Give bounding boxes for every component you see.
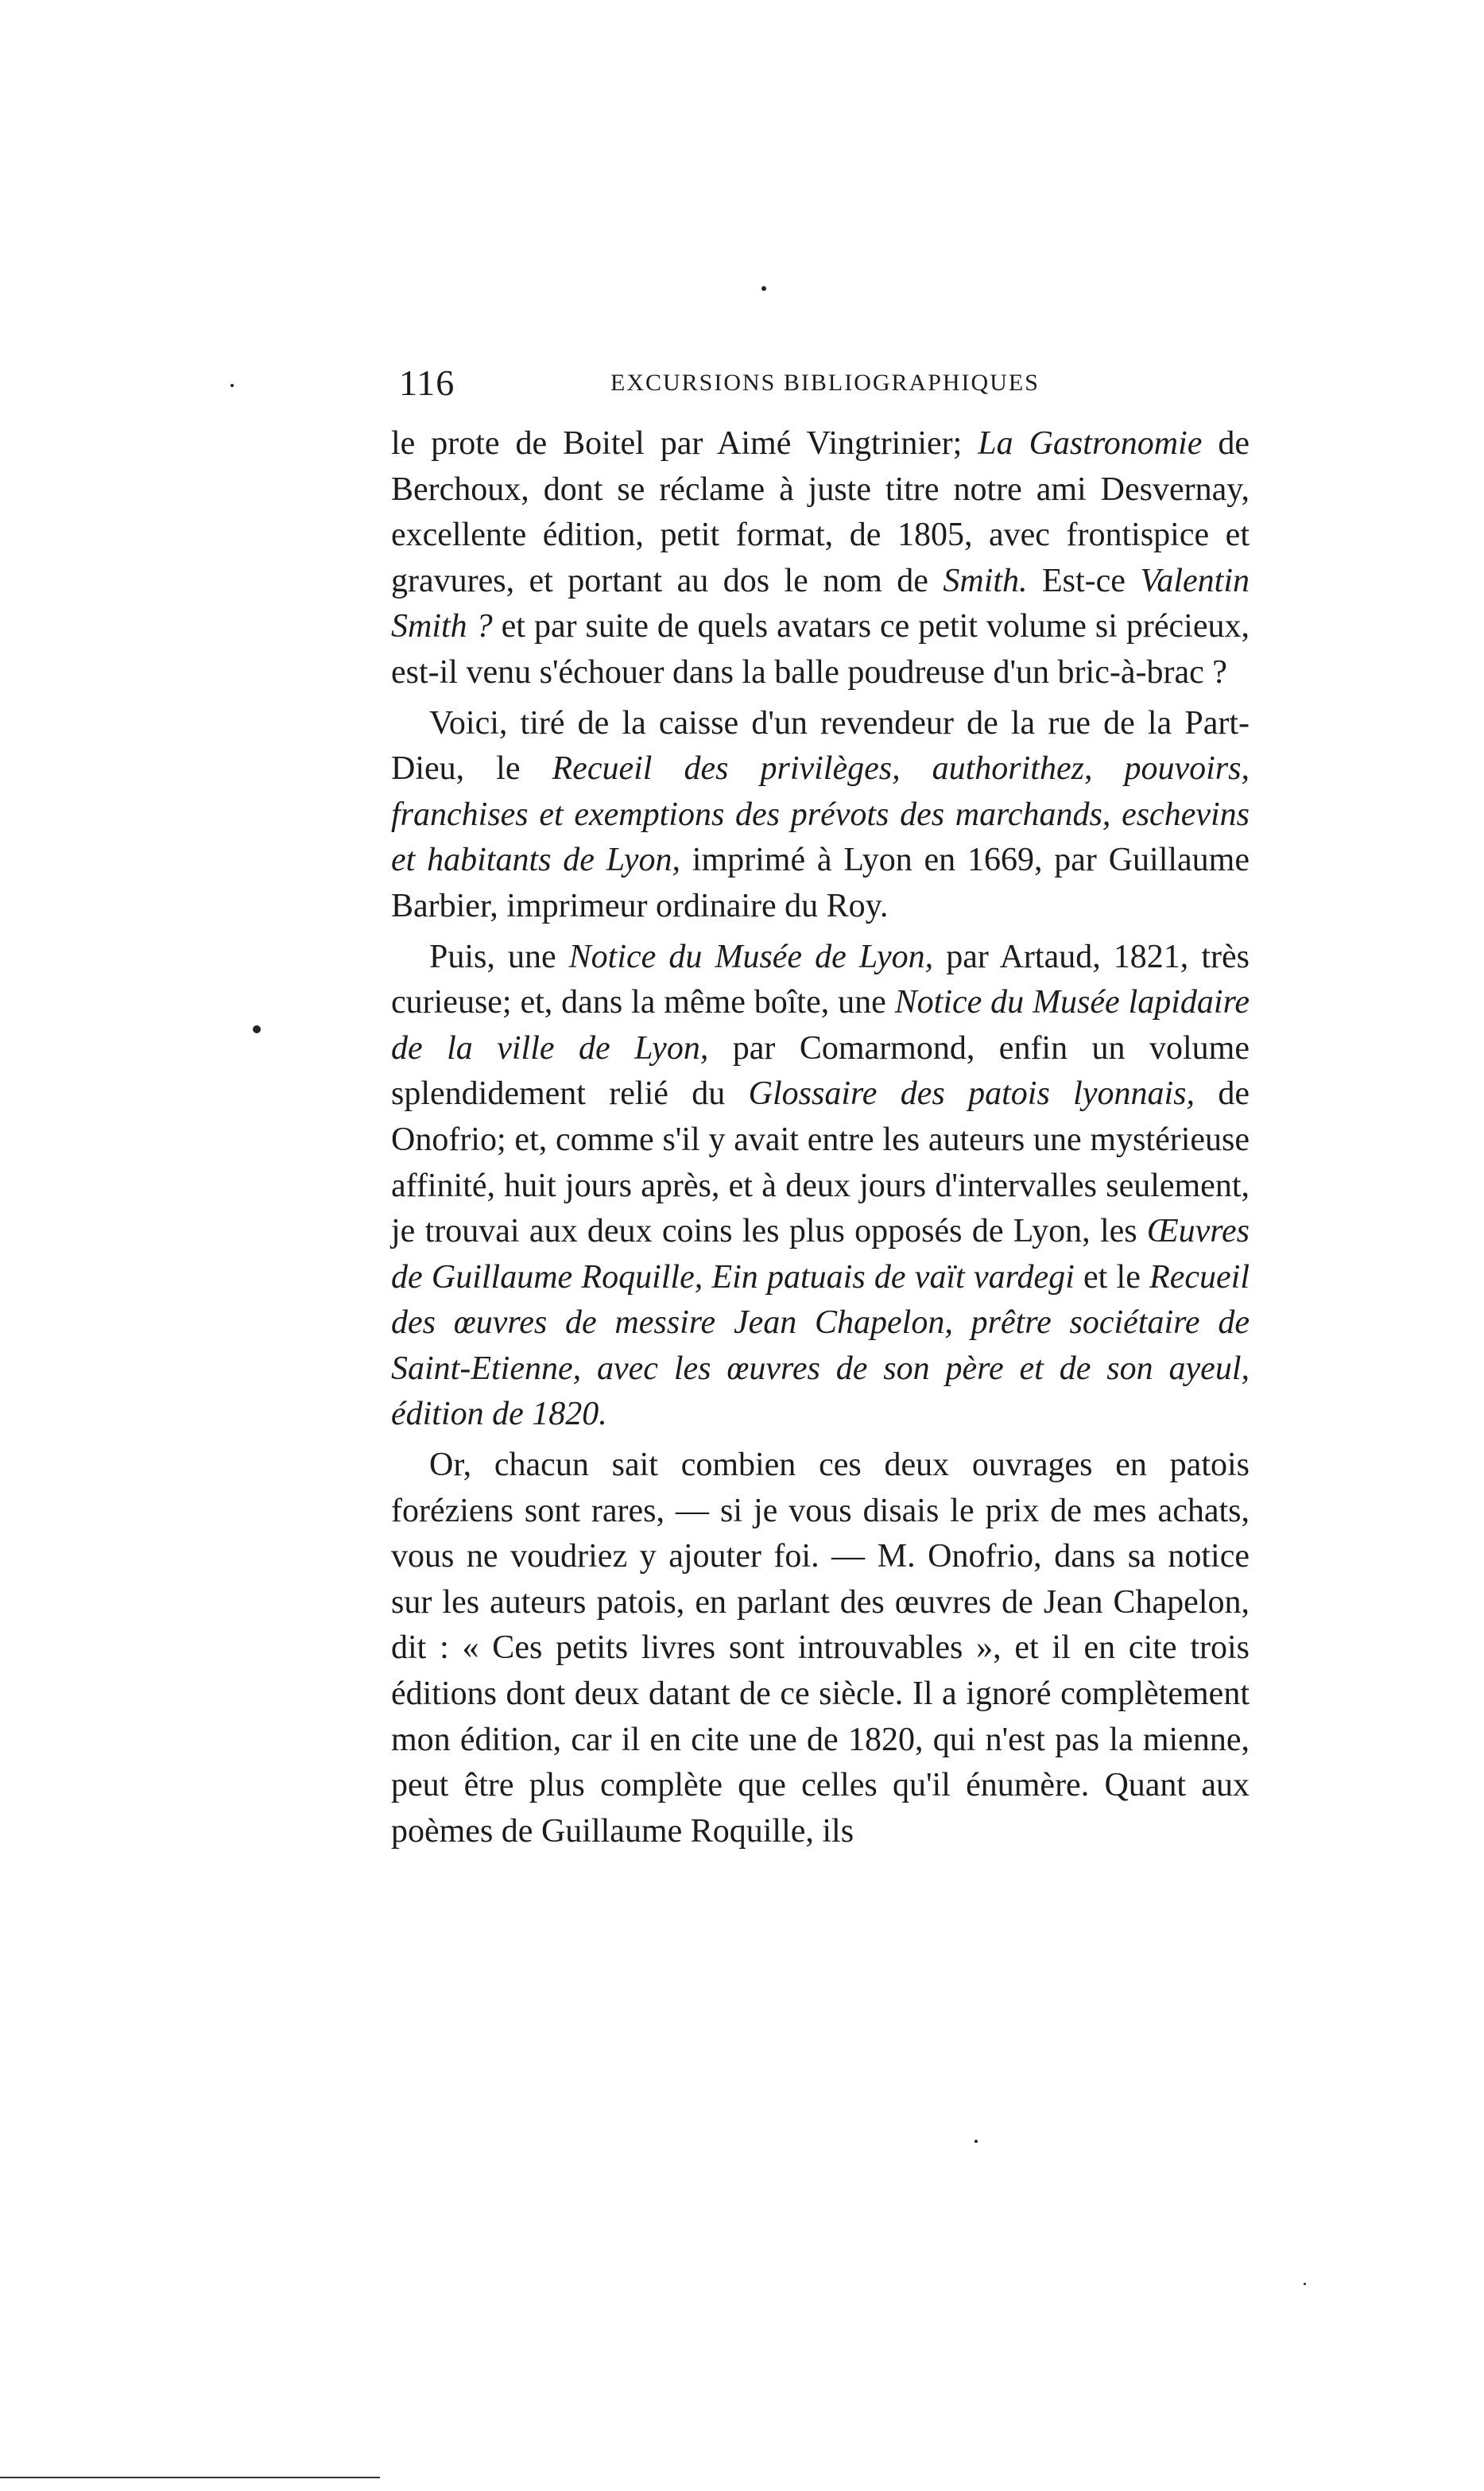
scan-speck	[231, 384, 234, 387]
italic-title: Œuvres de Guillaume Roquille, Ein patuais de vaït vardegi	[391, 1213, 1250, 1296]
scan-speck	[1304, 2283, 1306, 2285]
text-run: Or, chacun sait combien ces deux ouvrages en patois foréziens sont rares, — si je vous disais le prix de mes achats, vous ne voudriez y ajouter foi. — M. Onofrio, dans sa notice sur les auteurs patois, en parlant des œuvres de Jean Chapelon, dit : « Ces petits livres sont introuvables », et il en cite trois éditions dont deux datant de ce siècle. Il a ignoré complètement mon édition, car il en cite une de 1820, qui n'est pas la mienne, peut être plus complète que celles qu'il énumère. Quant aux poèmes de Guillaume Roquille, ils	[391, 1447, 1250, 1850]
italic-title: Recueil des privilèges, authorithez, pouvoirs, franchises et exemptions des prévots des marchands, eschevins et habitants de Lyon,	[391, 750, 1250, 879]
page-number: 116	[399, 362, 455, 403]
text-run: par Comarmond, enfin un volume splendidement relié du	[391, 1029, 1250, 1113]
text-run: de Berchoux, dont se réclame à juste titre notre ami Desvernay, excellente édition, petit format, de 1805, avec frontispice et gravures, et portant au dos le nom de	[391, 425, 1250, 599]
text-run: le prote de Boitel par Aimé Vingtrinier;	[391, 425, 978, 462]
scan-speck	[974, 2140, 978, 2143]
text-run: de Onofrio; et, comme s'il y avait entre les auteurs une mystérieuse affinité, huit jours après, et à deux jours d'intervalles seulement, je trouvai aux deux coins les plus opposés de Lyon, les	[391, 1075, 1250, 1250]
running-title: EXCURSIONS BIBLIOGRAPHIQUES	[610, 370, 1040, 396]
text-run: Voici, tiré de la caisse d'un revendeur de la rue de la Part-Dieu, le	[391, 704, 1250, 788]
italic-title: Recueil des œuvres de messire Jean Chapelon, prêtre sociétaire de Saint-Etienne, avec les œuvres de son père et de son ayeul, édition de 1820.	[391, 1258, 1250, 1433]
italic-title: Notice du Musée lapidaire de la ville de Lyon,	[391, 984, 1250, 1067]
paragraph-3	[391, 935, 1250, 1439]
paragraph-4	[391, 1443, 1250, 1854]
italic-title: Notice du Musée de Lyon,	[568, 938, 934, 975]
body-text	[391, 421, 1250, 1854]
italic-title: Glossaire des patois lyonnais,	[748, 1075, 1195, 1113]
text-run: Puis, une	[429, 938, 569, 975]
italic-title: Valentin Smith ?	[391, 562, 1250, 645]
text-run: imprimé à Lyon en 1669, par Guillaume Barbier, imprimeur ordinaire du Roy.	[391, 842, 1250, 924]
paragraph-1	[391, 421, 1250, 696]
italic-title: La Gastronomie	[978, 425, 1203, 462]
italic-title: Smith.	[943, 562, 1028, 599]
page-header	[391, 362, 1250, 409]
text-run: Est-ce	[1027, 562, 1141, 599]
footer-rule	[0, 2477, 380, 2478]
paragraph-2	[391, 701, 1250, 930]
text-run: par Artaud, 1821, très curieuse; et, dans la même boîte, une	[391, 938, 1250, 1021]
scan-speck	[253, 1025, 261, 1033]
text-run: et le	[1074, 1258, 1150, 1296]
text-run: et par suite de quels avatars ce petit volume si précieux, est-il venu s'échouer dans la balle poudreuse d'un bric-à-brac ?	[391, 608, 1250, 691]
scan-speck	[761, 286, 766, 291]
